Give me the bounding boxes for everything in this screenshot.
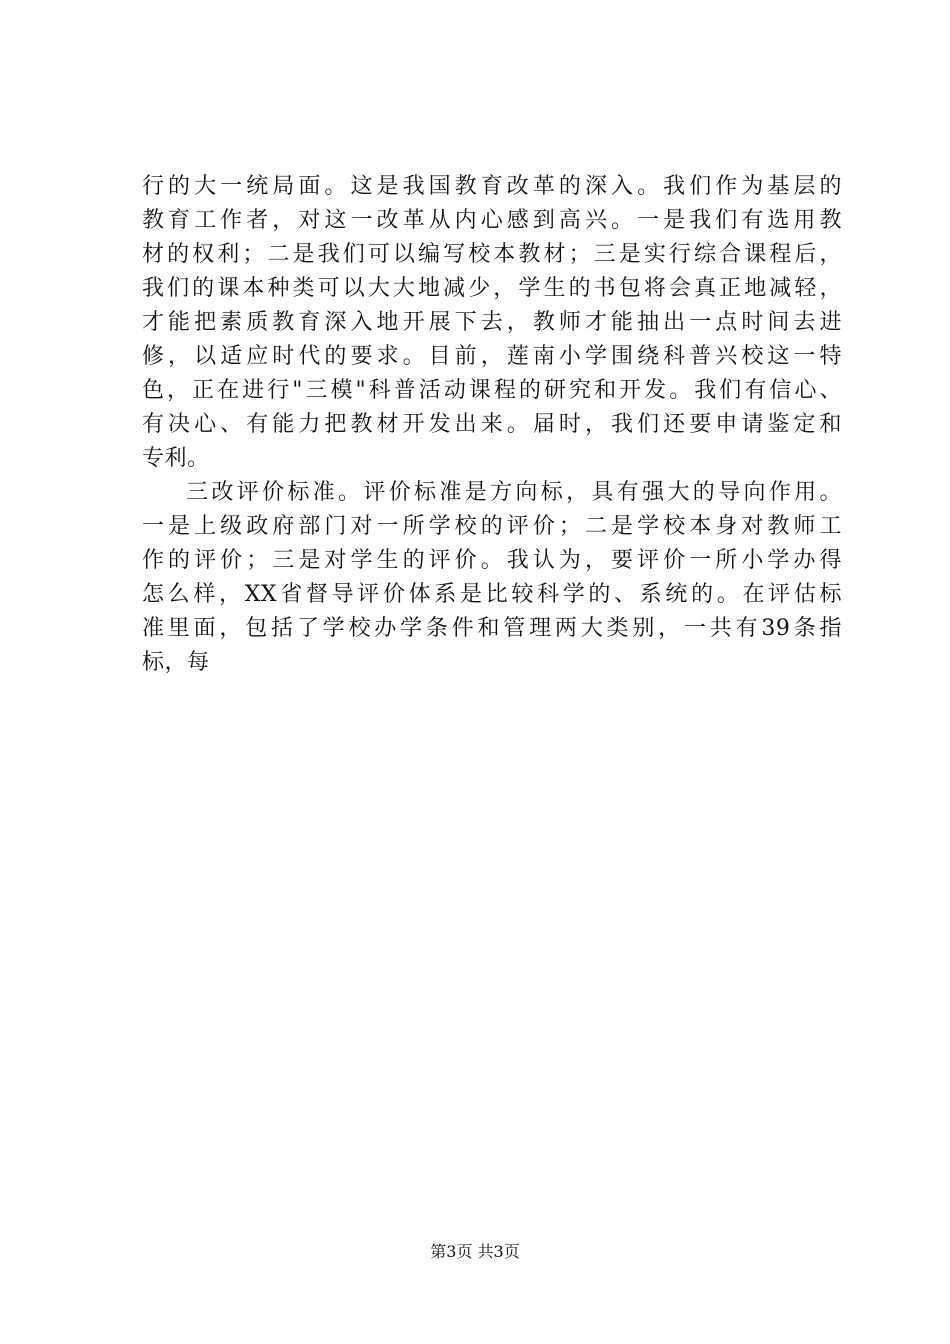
text-line: 行的大一统局面。这是我国教育改革的深入。我们作为基层的 bbox=[142, 174, 842, 199]
text-line: 有决心、有能力把教材开发出来。届时，我们还要申请鉴定和 bbox=[142, 412, 842, 437]
text-line: 准里面，包括了学校办学条件和管理两大类别，一共有39条指 bbox=[142, 616, 842, 641]
body-text bbox=[142, 170, 842, 680]
text-line: 才能把素质教育深入地开展下去，教师才能抽出一点时间去进 bbox=[142, 310, 842, 335]
text-line: 我们的课本种类可以大大地减少，学生的书包将会真正地减轻， bbox=[142, 276, 842, 301]
text-line: 三改评价标准。评价标准是方向标，具有强大的导向作用。 bbox=[186, 480, 842, 505]
text-line: 材的权利；二是我们可以编写校本教材；三是实行综合课程后， bbox=[142, 242, 842, 267]
text-line: 作的评价；三是对学生的评价。我认为，要评价一所小学办得 bbox=[142, 548, 842, 573]
text-line: 一是上级政府部门对一所学校的评价；二是学校本身对教师工 bbox=[142, 514, 842, 539]
page-footer bbox=[0, 1240, 950, 1264]
text-line: 标，每 bbox=[142, 650, 210, 675]
text-line: 教育工作者，对这一改革从内心感到高兴。一是我们有选用教 bbox=[142, 208, 842, 233]
text-line: 色，正在进行"三模"科普活动课程的研究和开发。我们有信心、 bbox=[142, 378, 842, 403]
page-number: 第3页 共3页 bbox=[430, 1242, 520, 1261]
text-line: 修，以适应时代的要求。目前，莲南小学围绕科普兴校这一特 bbox=[142, 344, 842, 369]
text-line: 专利。 bbox=[142, 446, 210, 471]
text-line: 怎么样，XX省督导评价体系是比较科学的、系统的。在评估标 bbox=[142, 582, 842, 607]
